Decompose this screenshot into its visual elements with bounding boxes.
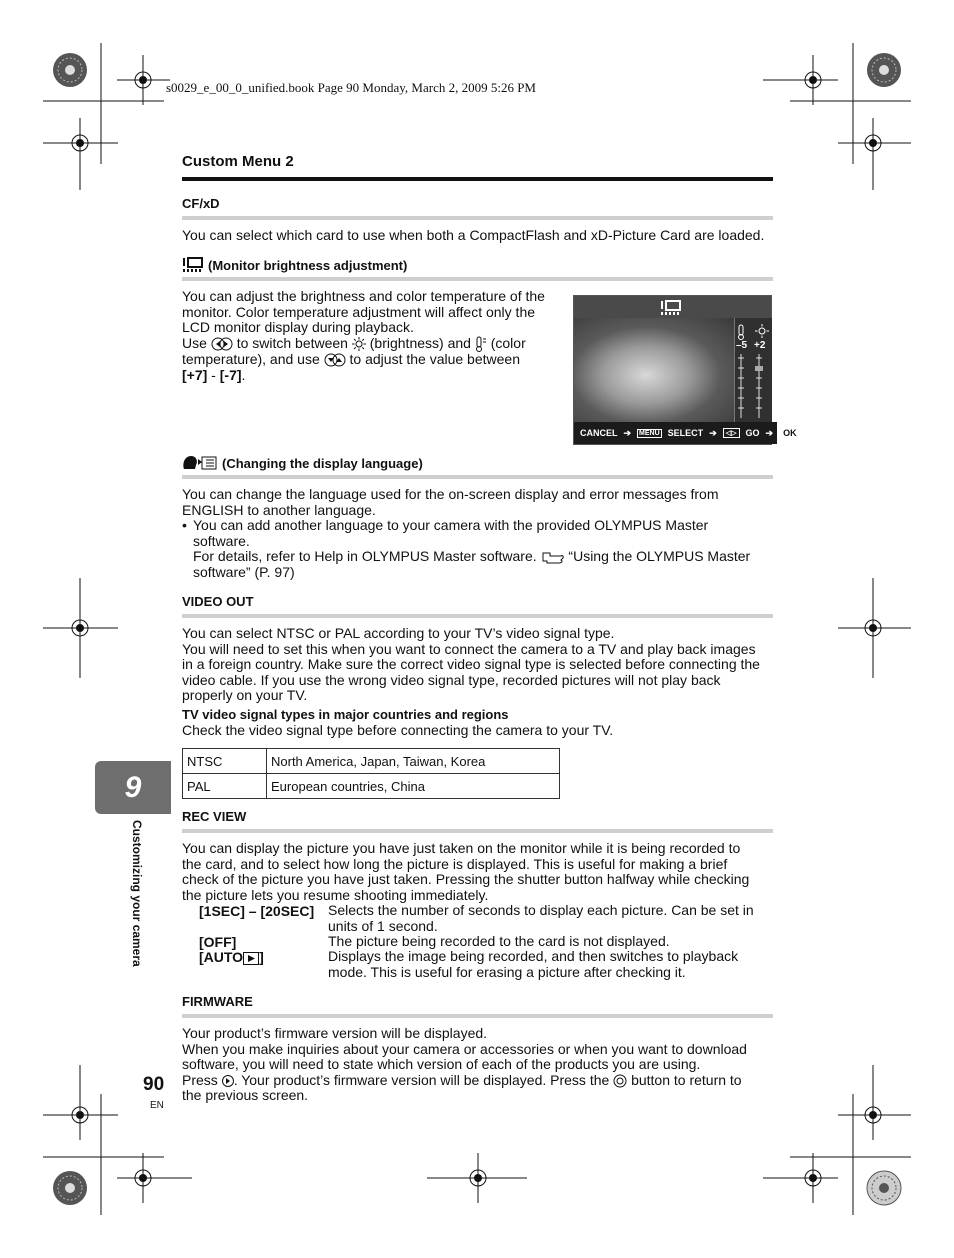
thermometer-icon	[737, 324, 749, 340]
table-row	[183, 774, 560, 799]
sun-brightness-icon	[755, 324, 769, 338]
thermometer-icon	[475, 336, 487, 352]
lcd-screen-illustration	[573, 295, 797, 445]
reference-pointer-icon	[541, 550, 565, 564]
table-cell: European countries, China	[267, 774, 560, 799]
monitor-text: You can adjust the brightness and color temperature of the monitor. Color temperature adjustment will affect only the LCD monitor display during playback. Use to switch between (brightness) and (color temperature), and use to adjust the value between [+7] - [-7].	[182, 288, 545, 383]
table-cell: NTSC	[183, 749, 267, 774]
table-cell: North America, Japan, Taiwan, Korea	[267, 749, 560, 774]
language-text: You can change the language used for the on-screen display and error messages from ENGLISH to another language.	[182, 486, 719, 518]
rec-view-term-auto: [AUTO ]	[199, 949, 264, 965]
rec-view-def-off: The picture being recorded to the card is not displayed.	[328, 933, 670, 949]
adjust-scales	[735, 354, 772, 420]
playback-icon	[243, 952, 259, 965]
rec-view-heading: REC VIEW	[182, 809, 247, 824]
cfxd-rule	[182, 216, 773, 220]
screen-top-bar	[574, 296, 771, 319]
language-bullet-text: You can add another language to your camera with the provided OLYMPUS Master software. For details, refer to Help in OLYMPUS Master software. “Using the OLYMPUS Master software” (P. 97)	[193, 517, 751, 580]
menu-button-icon: MENU	[639, 429, 660, 437]
title-rule	[182, 177, 773, 181]
sun-brightness-icon	[352, 337, 366, 351]
monitor-heading	[182, 257, 407, 273]
language-code: EN	[150, 1100, 164, 1111]
firmware-heading: FIRMWARE	[182, 994, 253, 1009]
monitor-brightness-icon	[182, 257, 204, 273]
language-heading-text: (Changing the display language)	[222, 455, 423, 471]
brightness-value: +2	[754, 340, 766, 351]
chapter-side-label: Customizing your camera	[130, 820, 144, 967]
screen-footer: CANCEL ➔ MENU SELECT ➔ ◁▷ GO ➔ OK	[574, 422, 777, 444]
language-icon	[182, 455, 218, 471]
monitor-brightness-icon	[660, 300, 682, 316]
video-out-heading: VIDEO OUT	[182, 594, 254, 609]
monitor-heading-text: (Monitor brightness adjustment)	[208, 257, 408, 273]
arrow-right-icon: ➔	[709, 427, 717, 438]
rec-view-text: You can display the picture you have just taken on the monitor while it is being recorded to the card, and to select how long the picture is displayed. This is useful for making a brief check of the picture you have just taken. Pressing the shutter button halfway while checking the picture lets you resume shooting immediately.	[182, 840, 750, 903]
ok-button-icon	[613, 1074, 627, 1088]
rec-view-def-seconds: Selects the number of seconds to display each picture. Can be set in units of 1 second.	[328, 902, 754, 934]
language-heading	[182, 455, 423, 471]
page-title: Custom Menu 2	[182, 153, 294, 170]
language-bullet: •	[182, 517, 187, 533]
mother-and-baby-photo	[574, 318, 734, 422]
video-out-rule	[182, 614, 773, 618]
firmware-rule	[182, 1014, 773, 1018]
arrow-right-icon: ➔	[765, 427, 774, 438]
arrow-pad-left-right-icon	[211, 337, 233, 351]
table-cell: PAL	[183, 774, 267, 799]
cfxd-heading: CF/xD	[182, 196, 220, 211]
print-header: s0029_e_00_0_unified.book Page 90 Monday, March 2, 2009 5:26 PM	[166, 80, 536, 95]
arrow-right-button-icon	[222, 1074, 234, 1088]
rec-view-term-off: [OFF]	[199, 934, 237, 950]
arrow-pad-up-down-icon	[324, 353, 346, 367]
rec-view-def-auto: Displays the image being recorded, and then switches to playback mode. This is useful for erasing a picture after checking it.	[328, 948, 739, 980]
video-out-text: You can select NTSC or PAL according to your TV’s video signal type. You will need to set this when you want to connect the camera to a TV and play back images in a foreign country. Make sure the correct video signal type is selected before connecting the video cable. If you use the wrong video signal type, recorded pictures will not play back properly on your TV.	[182, 625, 760, 704]
ok-button-icon: OK	[779, 427, 801, 439]
tv-signal-table	[182, 748, 560, 799]
arrow-right-icon: ➔	[623, 427, 632, 438]
chapter-tab: 9	[95, 761, 171, 814]
table-row	[183, 749, 560, 774]
color-temp-value: –5	[736, 340, 748, 351]
rec-view-term-seconds: [1SEC] – [20SEC]	[199, 903, 315, 919]
page-number: 90	[143, 1074, 165, 1095]
language-rule	[182, 475, 773, 479]
firmware-text: Your product’s firmware version will be displayed. When you make inquiries about your camera or accessories or when you want to download software, you will need to state which version of each of the products you are using. Press . Your product’s firmware version will be displayed. Press the button to return to the previous screen.	[182, 1025, 747, 1104]
adjust-panel	[734, 318, 772, 422]
monitor-rule	[182, 277, 773, 281]
tv-signal-subheading: TV video signal types in major countries and regions	[182, 707, 509, 722]
cfxd-text: You can select which card to use when both a CompactFlash and xD-Picture Card are loaded.	[182, 227, 765, 243]
tv-signal-subtext: Check the video signal type before connecting the camera to your TV.	[182, 722, 614, 738]
rec-view-rule	[182, 829, 773, 833]
arrow-pad-icon: ◁▷	[723, 428, 740, 438]
